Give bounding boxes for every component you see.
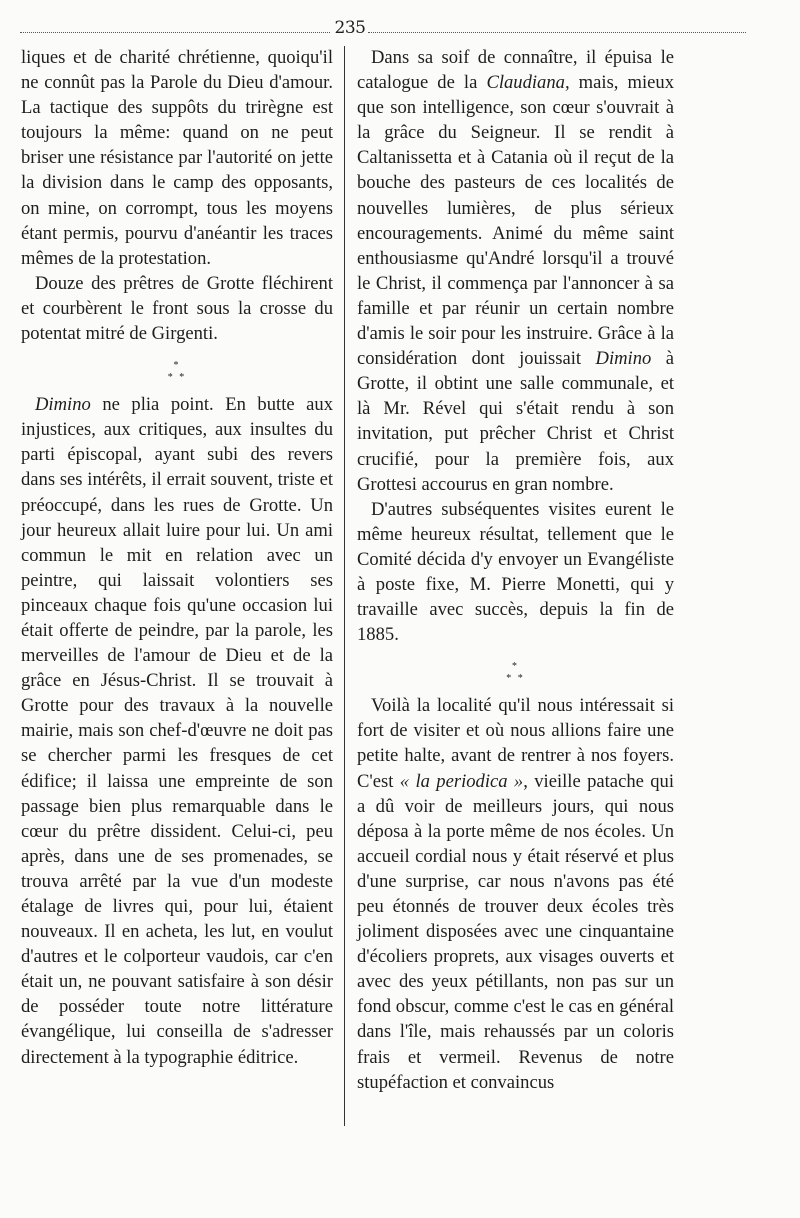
right-paragraph-3-text-a: Voilà la localité qu'il nous intéressait si fort de visiter et où nous allions faire une petite halte, avant de rentrer à nos foyers. C'est [357,695,674,792]
right-paragraph-1-text-b: mais, mieux que son intelligence, son cœur s'ouvrait à la grâce du Seigneur. Il se rendit à Caltanissetta et à Catania où il reçut de la bouche des pasteurs de ces localités de nouvelles lumières, de plus sérieux encouragements. Animé du même saint enthousiasme qu'André lorsqu'il a trouvé le Christ, il commença par l'annoncer à sa famille et par réunir un certain nombre d'amis le soir pour les instruire. Grâce à la considération dont jouissait [357,72,674,370]
left-paragraph-2: Douze des prêtres de Grotte fléchirent et courbèrent le front sous la crosse du potentat mitré de Girgenti. [21,272,333,345]
italic-name-dimino: Dimino [35,394,91,416]
running-head [0,14,760,48]
right-paragraph-1-text-a: Dans sa soif de connaître, il épuisa le catalogue de la [357,47,674,94]
right-column [357,45,674,1095]
right-paragraph-2: D'autres subséquentes visites eurent le même heureux résultat, tellement que le Comité décida d'y envoyer un Evangéliste à poste fixe, M. Pierre Monetti, qui y travaille avec succès, depuis la fin de 1885. [357,498,674,646]
right-paragraph-3-text-b: , vieille patache qui a dû voir de meilleurs jours, qui nous déposa à la porte même de nos écoles. Un accueil cordial nous y était réservé et plus d'une surprise, car nous n'avons pas été peu étonnés de trouver deux écoles très joliment disposées avec une cinquantaine d'écoliers proprets, aux visages ouverts et avec des yeux pétillants, non pas sur un fond obscur, comme c'est le cas en général dans l'île, mais rehaussés par un coloris frais et vermeil. Revenus de notre stupéfaction et convaincus [357,770,675,1093]
page-number: 235 [334,18,366,38]
right-paragraph-1-text-c: à Grotte, il obtint une salle communale, et là Mr. Rével qui s'était rendu à son invitation, put prêcher Christ et Christ crucifié, pour la première fois, aux Grottesi accourus en gran nombre. [357,348,675,495]
left-paragraph-3 [21,392,333,1070]
left-column [21,45,333,1070]
header-rule-left [20,32,330,33]
italic-claudiana: Claudiana, [486,72,570,94]
header-rule-right [368,32,746,33]
left-paragraph-3-text: ne plia point. En butte aux injustices, aux critiques, aux insultes du parti épiscopal, ayant subi des revers dans ses intérêts, il errait souvent, triste et préoccupé, dans les rues de Grotte. Un jour heureux allait luire pour lui. Un ami commun le mit en relation avec un peintre, qui laissait volontiers ses pinceaux chaque fois qu'une occasion lui était offerte de peindre, par la parole, les merveilles de l'amour de Dieu et de la grâce en Jésus-Christ. Il se trouvait à Grotte pour des travaux à la nouvelle mairie, mais son chef-d'œuvre ne doit pas se chercher parmi les fresques de cet édifice; il laissa une empreinte de son passage bien plus remarquable dans le cœur du prêtre dissident. Celui-ci, peu après, dans une de ses promenades, se trouva arrêté par la vue d'un modeste étalage de livres qui, pour lui, étaient nouveaux. Il en acheta, les lut, en voulut d'autres et le colporteur vaudois, car c'en était un, ne pouvant satisfaire à son désir de posséder toute notre littérature évangélique, lui conseilla de s'adresser directement à la typographie éditrice. [21,394,333,1068]
right-paragraph-1 [357,45,674,497]
italic-la-periodica: « la periodica » [399,770,524,792]
section-break-asterism: * * * [167,360,187,384]
italic-dimino: Dimino [595,348,652,370]
column-divider [344,46,345,1126]
section-break-asterism-right: * * * [506,661,525,685]
right-paragraph-3 [357,693,674,1095]
left-paragraph-1: liques et de charité chrétienne, quoiqu'il ne connût pas la Parole du Dieu d'amour. La tactique des suppôts du trirègne est toujours la même: quand on ne peut briser une résistance par l'autorité on jette la division dans le camp des opposants, on mine, on corrompt, tous les moyens étant permis, pourvu d'anéantir les traces mêmes de la protestation. [21,47,333,269]
